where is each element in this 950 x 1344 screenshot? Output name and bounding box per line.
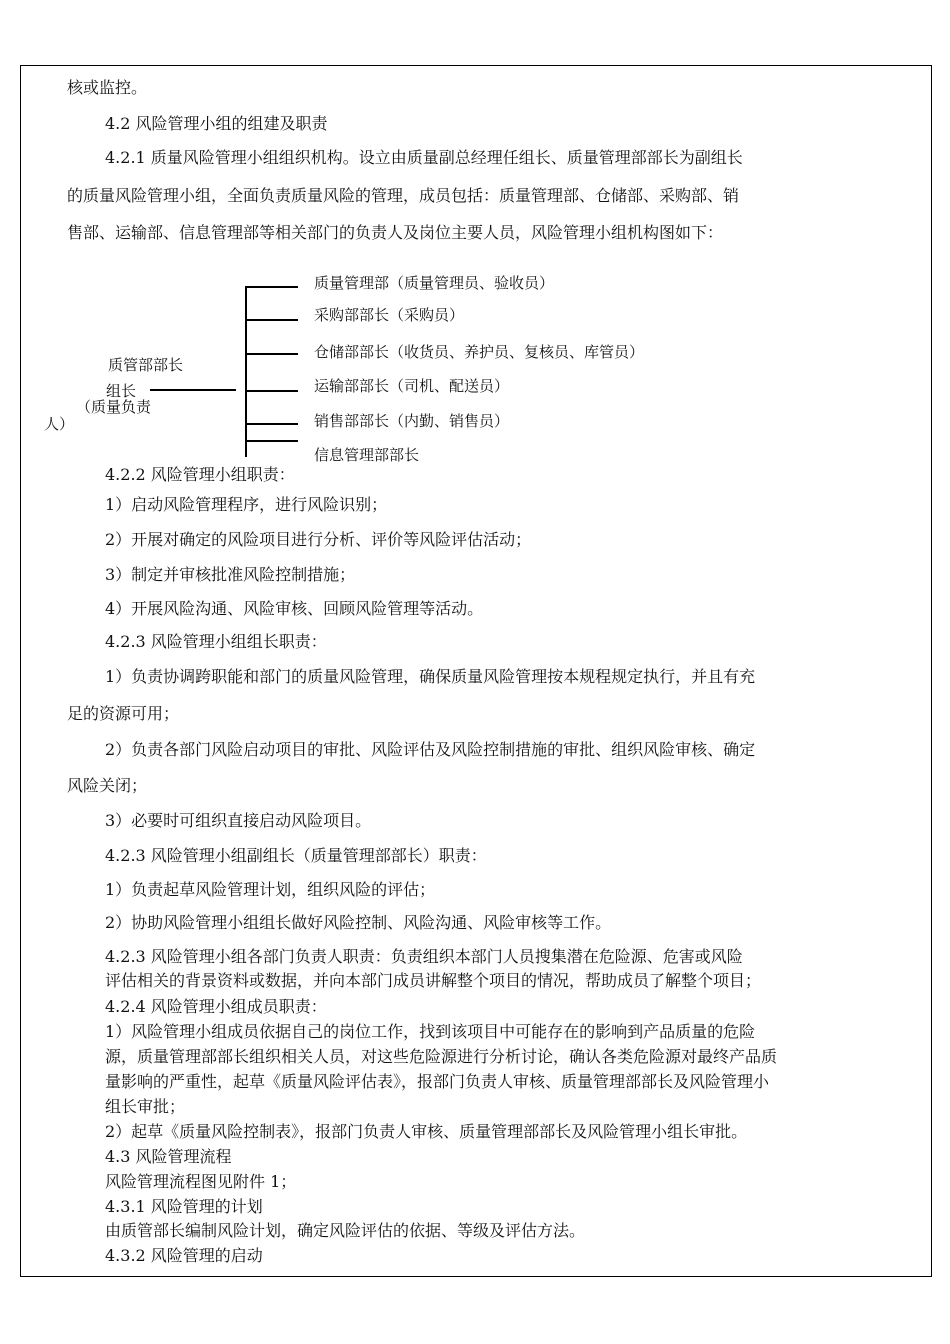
paragraph-line: 核或监控。 <box>67 78 148 97</box>
list-item: 1）启动风险管理程序，进行风险识别； <box>105 495 388 514</box>
list-item: 1）负责协调跨职能和部门的质量风险管理，确保质量风险管理按本规程规定执行，并且有充 <box>105 667 756 686</box>
list-item: 源，质量管理部部长组织相关人员，对这些危险源进行分析讨论，确认各类危险源对最终产品质 <box>105 1047 778 1066</box>
org-connector <box>150 389 236 391</box>
org-root-label: 组长 <box>106 382 137 400</box>
section-heading-4-2-3: 4.2.3 风险管理小组组长职责： <box>105 632 327 651</box>
section-heading-4-3-1: 4.3.1 风险管理的计划 <box>105 1197 263 1216</box>
org-root-label: 人） <box>44 415 75 433</box>
list-item: 2）负责各部门风险启动项目的审批、风险评估及风险控制措施的审批、组织风险审核、确定 <box>105 740 756 759</box>
list-item: 量影响的严重性，起草《质量风险评估表》，报部门负责人审核、质量管理部部长及风险管理小 <box>105 1072 770 1091</box>
org-branch-purchasing: 采购部部长（采购员） <box>314 306 465 324</box>
section-heading-4-3: 4.3 风险管理流程 <box>105 1147 232 1166</box>
org-branch-transport: 运输部部长（司机、配送员） <box>314 377 510 395</box>
paragraph-line: 的质量风险管理小组，全面负责质量风险的管理，成员包括：质量管理部、仓储部、采购部、销 <box>67 186 740 205</box>
list-item: 组长审批； <box>105 1097 186 1116</box>
list-item: 2）开展对确定的风险项目进行分析、评价等风险评估活动； <box>105 530 532 549</box>
list-item: 风险关闭； <box>67 776 148 795</box>
org-branch-storage: 仓储部部长（收货员、养护员、复核员、库管员） <box>314 343 645 361</box>
list-item: 3）必要时可组织直接启动风险项目。 <box>105 811 372 830</box>
paragraph-line: 售部、运输部、信息管理部等相关部门的负责人及岗位主要人员，风险管理小组机构图如下： <box>67 223 724 242</box>
org-connector <box>245 423 298 425</box>
paragraph-line: 风险管理流程图见附件 1； <box>105 1172 297 1191</box>
paragraph-line: 4.2.1 质量风险管理小组组织机构。设立由质量副总经理任组长、质量管理部部长为副组长 <box>105 148 743 167</box>
list-item: 2）协助风险管理小组组长做好风险控制、风险沟通、风险审核等工作。 <box>105 913 612 932</box>
section-heading-4-3-2: 4.3.2 风险管理的启动 <box>105 1246 263 1265</box>
list-item: 3）制定并审核批准风险控制措施； <box>105 565 356 584</box>
list-item: 1）风险管理小组成员依据自己的岗位工作，找到该项目中可能存在的影响到产品质量的危险 <box>105 1022 756 1041</box>
org-root-label: 质管部部长 <box>108 356 184 374</box>
org-root-label: （质量负责 <box>76 398 152 416</box>
paragraph-line: 4.2.3 风险管理小组各部门负责人职责：负责组织本部门人员搜集潜在危险源、危害或风险 <box>105 947 743 966</box>
org-branch-sales: 销售部部长（内勤、销售员） <box>314 412 510 430</box>
list-item: 足的资源可用； <box>67 704 180 723</box>
list-item: 4）开展风险沟通、风险审核、回顾风险管理等活动。 <box>105 599 484 618</box>
paragraph-line: 评估相关的背景资料或数据，并向本部门成员讲解整个项目的情况，帮助成员了解整个项目； <box>105 971 762 990</box>
org-connector <box>245 440 298 442</box>
org-branch-quality: 质量管理部（质量管理员、验收员） <box>314 274 555 292</box>
list-item: 2）起草《质量风险控制表》，报部门负责人审核、质量管理部部长及风险管理小组长审批。 <box>105 1122 748 1141</box>
org-connector <box>245 353 298 355</box>
org-trunk <box>245 286 247 457</box>
section-heading-4-2-3: 4.2.3 风险管理小组副组长（质量管理部部长）职责： <box>105 846 487 865</box>
org-connector <box>245 390 298 392</box>
list-item: 1）负责起草风险管理计划，组织风险的评估； <box>105 880 436 899</box>
org-connector <box>245 286 298 288</box>
section-heading-4-2-4: 4.2.4 风险管理小组成员职责： <box>105 997 327 1016</box>
section-heading-4-2: 4.2 风险管理小组的组建及职责 <box>105 114 328 133</box>
section-heading-4-2-2: 4.2.2 风险管理小组职责： <box>105 465 295 484</box>
paragraph-line: 由质管部长编制风险计划，确定风险评估的依据、等级及评估方法。 <box>105 1221 586 1240</box>
org-connector <box>245 319 298 321</box>
org-branch-info: 信息管理部部长 <box>314 446 420 464</box>
